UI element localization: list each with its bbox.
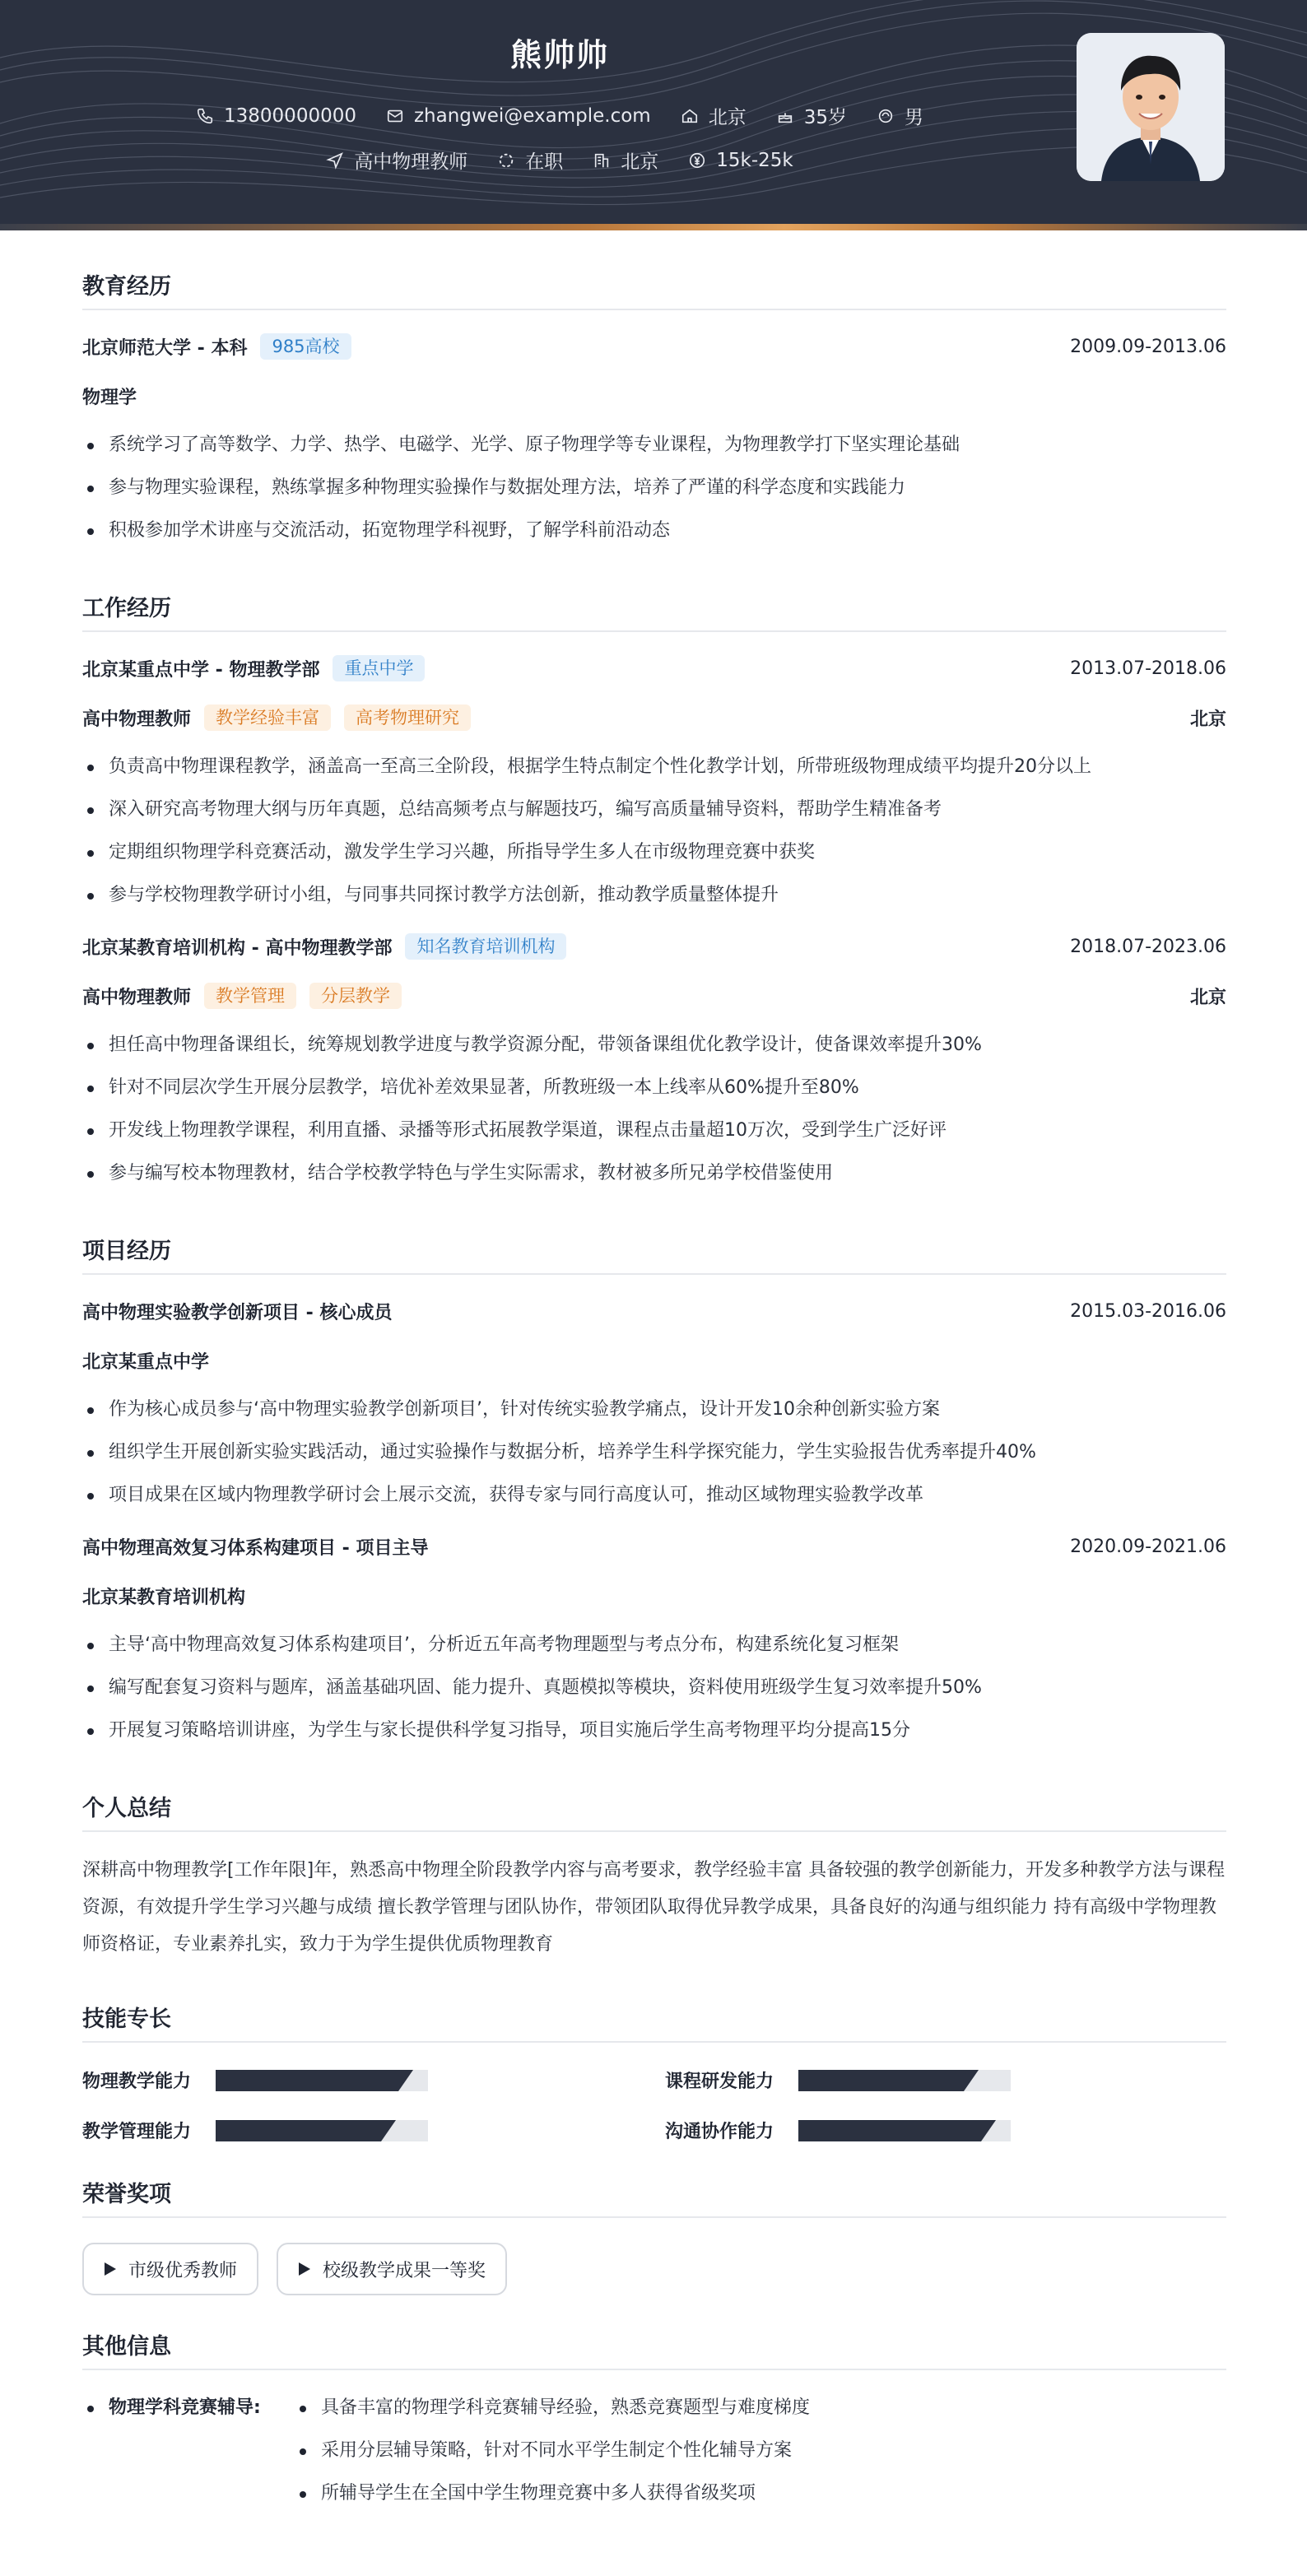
list-item: 组织学生开展创新实验实践活动，通过实验操作与数据分析，培养学生科学探究能力，学生实验报告优秀率提升40%: [82, 1431, 1226, 1474]
status-text: 在职: [525, 151, 564, 173]
award-chip: [82, 2243, 258, 2295]
job-role: 高中物理教师: [82, 987, 192, 1008]
other-section: [82, 2328, 1226, 2515]
skill-bar: [798, 2120, 1011, 2141]
skill-bar-fill: [798, 2120, 981, 2141]
work-section: [82, 590, 1226, 1195]
job-org: 北京某教育培训机构 - 高中物理教学部: [82, 937, 393, 959]
gender-icon: [877, 107, 895, 125]
list-item: 采用分层辅导策略，针对不同水平学生制定个性化辅导方案: [295, 2430, 810, 2472]
job-org-wrap: [82, 655, 425, 681]
list-item: 定期组织物理学科竞赛活动，激发学生学习兴趣，所指导学生多人在市级物理竞赛中获奖: [82, 831, 1226, 874]
list-item: 积极参加学术讲座与交流活动，拓宽物理学科视野，了解学科前沿动态: [82, 509, 1226, 552]
section-title-projects: 项目经历: [82, 1233, 1226, 1275]
honors-section: [82, 2176, 1226, 2295]
skill-item: [665, 2067, 1225, 2093]
job-head: [82, 650, 1226, 686]
job-role-row: [82, 978, 1226, 1014]
project-bullets: [82, 1388, 1226, 1517]
education-tag: 985高校: [260, 333, 351, 360]
list-item: 深入研究高考物理大纲与历年真题，总结高频考点与解题技巧，编写高质量辅导资料，帮助学生精准备考: [82, 788, 1226, 831]
list-item: 针对不同层次学生开展分层教学，培优补差效果显著，所教班级一本上线率从60%提升至80%: [82, 1067, 1226, 1109]
skill-bar-fill: [216, 2120, 381, 2141]
list-item: 担任高中物理备课组长，统筹规划教学进度与教学资源分配，带领备课组优化教学设计，使备课效率提升30%: [82, 1024, 1226, 1067]
salary-item: [688, 150, 793, 171]
home-icon: [681, 107, 699, 125]
phone-icon: [196, 107, 214, 125]
list-item: 作为核心成员参与‘高中物理实验教学创新项目’，针对传统实验教学痛点，设计开发10余种创新实验方案: [82, 1388, 1226, 1431]
avatar-portrait: [1077, 33, 1225, 181]
list-item: 具备丰富的物理学科竞赛辅导经验，熟悉竞赛题型与难度梯度: [295, 2387, 810, 2430]
job-city: 北京: [1189, 709, 1226, 730]
skill-label: 课程研发能力: [665, 2071, 774, 2092]
phone-text: 13800000000: [224, 105, 356, 127]
skill-bar: [216, 2120, 428, 2141]
location-item: [681, 102, 747, 129]
list-item: 系统学习了高等数学、力学、热学、电磁学、光学、原子物理学等专业课程，为物理教学打下坚实理论基础: [82, 424, 1226, 467]
city-item: [593, 146, 658, 174]
award-label: 校级教学成果一等奖: [323, 2260, 486, 2281]
skill-bar: [798, 2070, 1011, 2091]
position-item: [326, 146, 467, 174]
project-head: [82, 1528, 1226, 1565]
skills-section: [82, 2001, 1226, 2143]
job-bullets: [82, 746, 1226, 917]
job-org-tag: 重点中学: [333, 655, 425, 681]
job-role-tag: 教学管理: [204, 983, 296, 1009]
job-city: 北京: [1189, 987, 1226, 1008]
header-accent-line: [0, 224, 1307, 230]
list-item: 开发线上物理教学课程，利用直播、录播等形式拓展教学渠道，课程点击量超10万次，受到学生广泛好评: [82, 1109, 1226, 1152]
education-major-row: [82, 378, 1226, 414]
skill-item: [82, 2118, 665, 2143]
job-head: [82, 928, 1226, 965]
list-item: 主导‘高中物理高效复习体系构建项目’，分析近五年高考物理题型与考点分布，构建系统化复习框架: [82, 1624, 1226, 1667]
skill-label: 教学管理能力: [82, 2122, 192, 2142]
project-name-wrap: [82, 1299, 392, 1324]
resume-header: [0, 0, 1307, 230]
avatar: [1077, 33, 1225, 181]
skill-item: [665, 2118, 1225, 2143]
list-item: 开展复习策略培训讲座，为学生与家长提供科学复习指导，项目实施后学生高考物理平均分提高15分: [82, 1709, 1226, 1752]
job-org-tag: 知名教育培训机构: [405, 933, 566, 960]
skill-bar: [216, 2070, 428, 2091]
building-icon: [593, 151, 611, 170]
summary-section: [82, 1790, 1226, 1963]
list-item: 参与物理实验课程，熟练掌握多种物理实验操作与数据处理方法，培养了严谨的科学态度和实践能力: [82, 467, 1226, 509]
projects-section: [82, 1233, 1226, 1752]
education-bullets: [82, 424, 1226, 552]
candidate-name: 熊帅帅: [509, 37, 609, 73]
education-school: 北京师范大学 - 本科: [82, 337, 248, 359]
project-org-row: [82, 1342, 1226, 1379]
phone-item: [196, 105, 356, 127]
skill-bar-fill: [216, 2070, 398, 2091]
salary-text: 15k-25k: [716, 149, 793, 171]
project-name-wrap: [82, 1534, 428, 1560]
list-item: 负责高中物理课程教学，涵盖高一至高三全阶段，根据学生特点制定个性化教学计划，所带班级物理成绩平均提升20分以上: [82, 746, 1226, 788]
section-title-other: 其他信息: [82, 2328, 1226, 2370]
project-date: 2015.03-2016.06: [1070, 1300, 1226, 1322]
skill-label: 沟通协作能力: [665, 2122, 774, 2142]
yen-icon: [688, 151, 706, 170]
gender-text: 男: [904, 107, 923, 128]
list-item: 参与学校物理教学研讨小组，与同事共同探讨教学方法创新，推动教学质量整体提升: [82, 874, 1226, 917]
education-head: [82, 328, 1226, 365]
project-bullets: [82, 1624, 1226, 1752]
position-text: 高中物理教师: [354, 151, 468, 173]
section-title-summary: 个人总结: [82, 1790, 1226, 1832]
section-title-education: 教育经历: [82, 268, 1226, 310]
job-date: 2013.07-2018.06: [1070, 658, 1226, 679]
award-label: 市级优秀教师: [128, 2260, 238, 2281]
job-role-row: [82, 700, 1226, 736]
send-icon: [326, 151, 344, 170]
education-school-wrap: [82, 333, 351, 360]
play-icon: [104, 2262, 117, 2276]
email-item: [386, 105, 651, 127]
job-org-wrap: [82, 933, 566, 960]
education-section: [82, 268, 1226, 552]
award-chip: [277, 2243, 507, 2295]
project-name: 高中物理实验教学创新项目 - 核心成员: [82, 1302, 393, 1323]
job-role-wrap: [82, 983, 402, 1009]
awards-list: [82, 2243, 1226, 2295]
job-role-tag: 分层教学: [309, 983, 402, 1009]
job-org: 北京某重点中学 - 物理教学部: [82, 659, 320, 681]
status-item: [497, 146, 563, 174]
summary-text: 深耕高中物理教学[工作年限]年，熟悉高中物理全阶段教学内容与高考要求，教学经验丰富 具备较强的教学创新能力，开发多种教学方法与课程资源，有效提升学生学习兴趣与成绩 擅长教学管理与团队协作，带领团队取得优异教学成果，具备良好的沟通与组织能力 持有高级中学物理教师资格证，专业素养扎实，致力于为学生提供优质物理教育: [82, 1860, 1226, 1955]
job-bullets: [82, 1024, 1226, 1195]
status-icon: [497, 151, 515, 170]
skill-item: [82, 2067, 665, 2093]
cake-icon: [776, 107, 794, 125]
job-role-wrap: [82, 704, 471, 731]
job-role: 高中物理教师: [82, 709, 192, 730]
list-item: 参与编写校本物理教材，结合学校教学特色与学生实际需求，教材被多所兄弟学校借鉴使用: [82, 1152, 1226, 1195]
mail-icon: [386, 107, 404, 125]
education-date: 2009.09-2013.06: [1070, 336, 1226, 357]
job-role-tag: 高考物理研究: [344, 704, 471, 731]
location-text: 北京: [708, 107, 747, 128]
email-text: zhangwei@example.com: [413, 105, 651, 127]
age-item: [776, 102, 847, 129]
other-row: [82, 2387, 1226, 2515]
skill-bar-fill: [798, 2070, 964, 2091]
project-date: 2020.09-2021.06: [1070, 1536, 1226, 1557]
skills-grid: [82, 2067, 1226, 2143]
other-key: 物理学科竞赛辅导:: [82, 2387, 295, 2515]
other-content: [82, 2387, 1226, 2515]
city-text: 北京: [621, 151, 659, 173]
project-org: 北京某教育培训机构: [82, 1587, 246, 1608]
project-org: 北京某重点中学: [82, 1351, 210, 1373]
project-name: 高中物理高效复习体系构建项目 - 项目主导: [82, 1537, 429, 1559]
project-org-row: [82, 1578, 1226, 1614]
skill-label: 物理教学能力: [82, 2071, 192, 2092]
list-item: 所辅导学生在全国中学生物理竞赛中多人获得省级奖项: [295, 2472, 810, 2515]
list-item: 编写配套复习资料与题库，涵盖基础巩固、能力提升、真题模拟等模块，资料使用班级学生复习效率提升50%: [82, 1667, 1226, 1709]
section-title-honors: 荣誉奖项: [82, 2176, 1226, 2218]
list-item: 项目成果在区域内物理教学研讨会上展示交流，获得专家与同行高度认可，推动区域物理实验教学改革: [82, 1474, 1226, 1517]
contact-row: [0, 102, 1119, 129]
project-head: [82, 1293, 1226, 1329]
job-intent-row: [0, 146, 1119, 174]
other-list: [295, 2387, 810, 2515]
resume-body: [82, 230, 1226, 2515]
section-title-skills: 技能专长: [82, 2001, 1226, 2043]
play-icon: [298, 2262, 311, 2276]
education-major: 物理学: [82, 387, 137, 408]
job-date: 2018.07-2023.06: [1070, 936, 1226, 957]
gender-item: [877, 102, 923, 129]
age-text: 35岁: [803, 107, 847, 128]
section-title-work: 工作经历: [82, 590, 1226, 632]
job-role-tag: 教学经验丰富: [204, 704, 331, 731]
